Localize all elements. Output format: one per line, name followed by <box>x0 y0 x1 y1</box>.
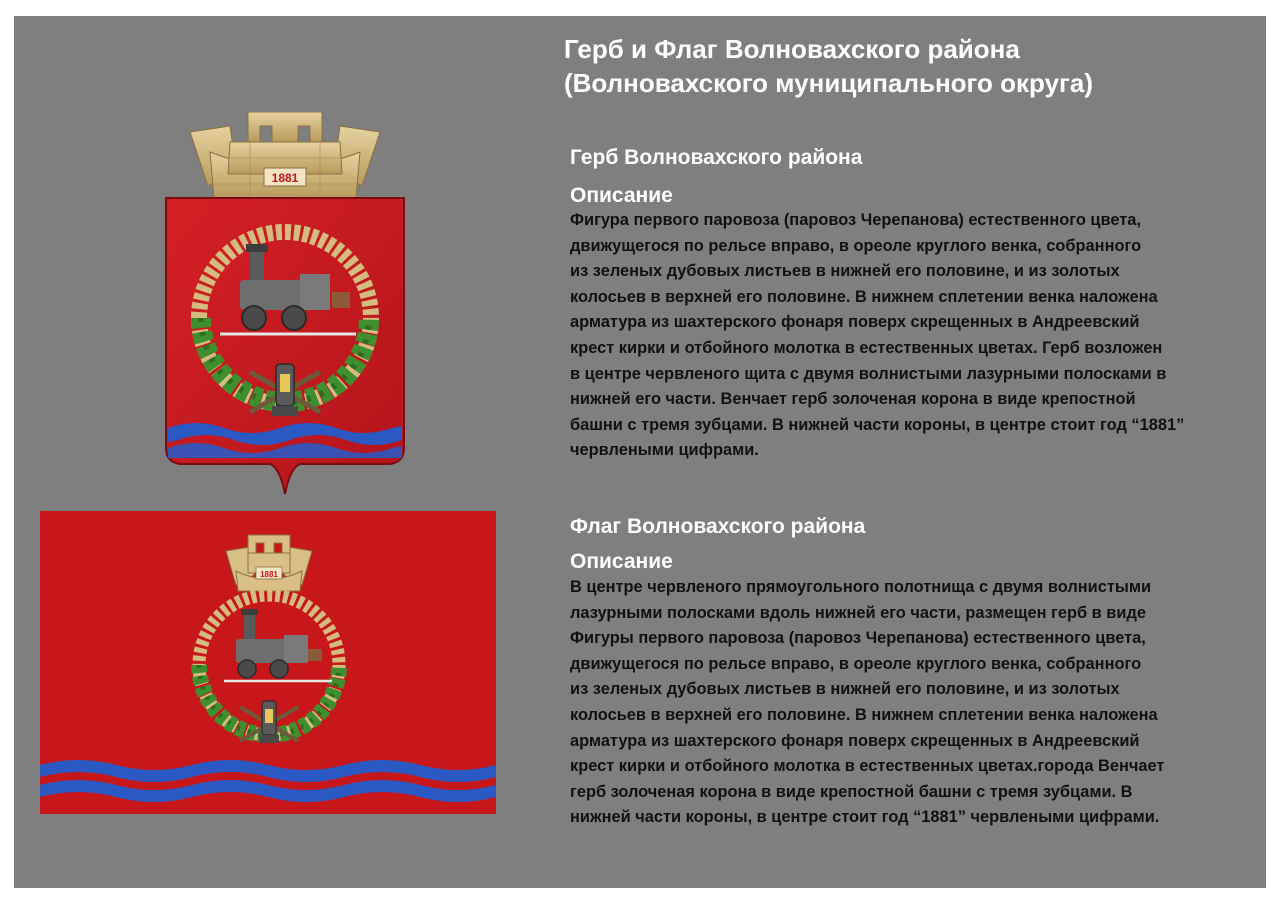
description-line: колосьев в верхней его половине. В нижнем сплетении венка наложена <box>570 705 1158 724</box>
description-line: в центре червленого щита с двумя волнистыми лазурными полосками в <box>570 364 1167 383</box>
crown-icon <box>190 112 380 198</box>
description-line: арматура из шахтерского фонаря поверх скрещенных в Андреевский <box>570 313 1140 332</box>
description-line: крест кирки и отбойного молотка в естественных цветах.города Венчает <box>570 757 1165 776</box>
page-title-line: Герб и Флаг Волновахского района <box>564 34 1020 64</box>
description-line: движущегося по рельсе вправо, в ореоле круглого венка, собранного <box>570 236 1142 255</box>
description-line: колосьев в верхней его половине. В нижнем сплетении венка наложена <box>570 287 1158 306</box>
crown-year: 1881 <box>271 171 299 185</box>
coat-of-arms-description <box>570 208 1220 464</box>
coat-of-arms-title: Герб Волновахского района <box>570 146 863 169</box>
description-line: из зеленых дубовых листьев в нижней его половине, и из золотых <box>570 680 1120 699</box>
description-line: башни с тремя зубцами. В нижней части короны, в центре стоит год “1881” <box>570 415 1185 434</box>
description-line: В центре червленого прямоугольного полотнища с двумя волнистыми <box>570 578 1152 596</box>
description-line: нижней части короны, в центре стоит год “1881” червлеными цифрами. <box>570 808 1160 827</box>
flag-crown-year: 1881 <box>260 570 278 579</box>
description-line: лазурными полосками вдоль нижней его части, размещен герб в виде <box>570 603 1146 622</box>
flag-description <box>570 575 1220 831</box>
coat-of-arms-description-heading: Описание <box>570 184 673 207</box>
description-line: движущегося по рельсе вправо, в ореоле круглого венка, собранного <box>570 654 1142 673</box>
coat-of-arms-image <box>150 112 420 502</box>
flag-title: Флаг Волновахского района <box>570 515 866 538</box>
description-line: нижней его части. Венчает герб золоченая корона в виде крепостной <box>570 390 1136 409</box>
description-line: из зеленых дубовых листьев в нижней его половине, и из золотых <box>570 262 1120 281</box>
description-line: червлеными цифрами. <box>570 441 759 460</box>
flag-image <box>40 511 496 814</box>
description-line: Фигуры первого паровоза (паровоз Черепанова) естественного цвета, <box>570 629 1146 648</box>
description-line: Фигура первого паровоза (паровоз Черепанова) естественного цвета, <box>570 211 1141 229</box>
description-line: герб золоченая корона в виде крепостной башни с тремя зубцами. В <box>570 782 1133 801</box>
description-line: арматура из шахтерского фонаря поверх скрещенных в Андреевский <box>570 731 1140 750</box>
page-title <box>564 32 1224 100</box>
flag-description-heading: Описание <box>570 550 673 573</box>
page-title-line: (Волновахского муниципального округа) <box>564 68 1093 98</box>
description-line: крест кирки и отбойного молотка в естественных цветах. Герб возложен <box>570 338 1163 357</box>
